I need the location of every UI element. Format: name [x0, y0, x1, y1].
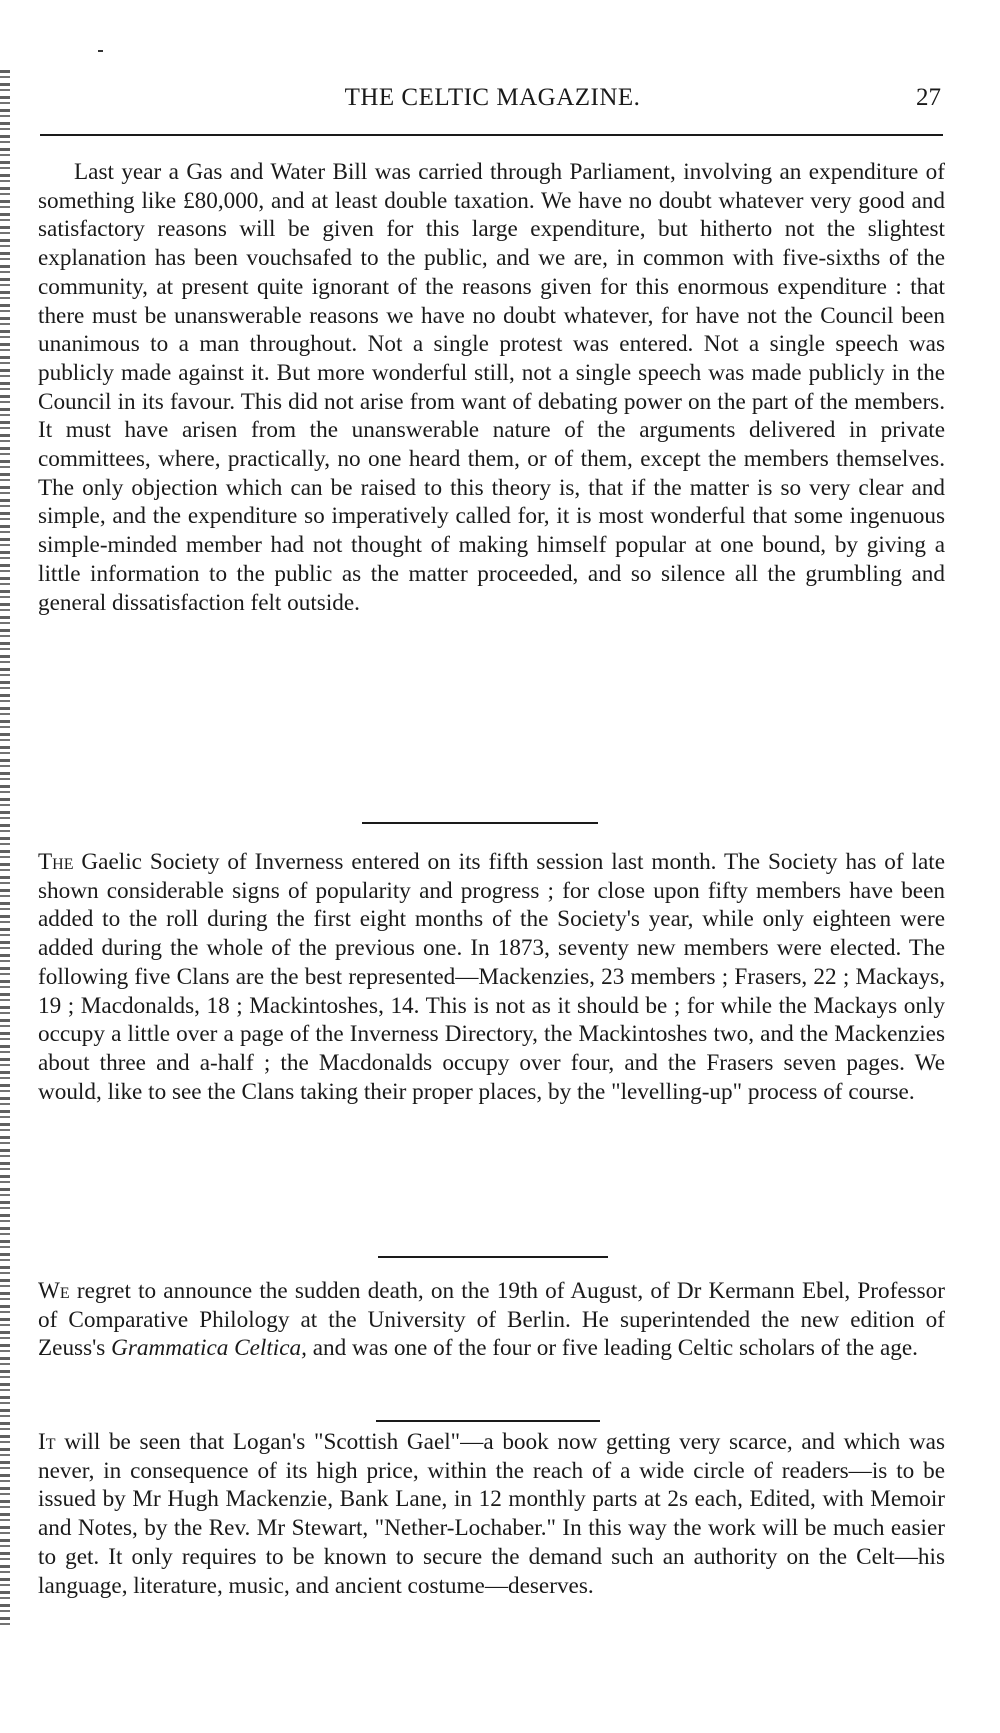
- running-title: THE CELTIC MAGAZINE.: [344, 84, 641, 111]
- paragraph-text: regret to announce the sudden death, on the 19th of August, of Dr Kermann Ebel, Professor of Comparative Philology at the University of Berlin. He superintended the new edition of Zeuss's: [38, 1278, 945, 1362]
- section-separator: [376, 1420, 600, 1422]
- paragraph-lead-word: The: [38, 849, 74, 875]
- paragraph-ebel-obituary: [38, 1277, 945, 1363]
- paragraph-scottish-gael: [38, 1428, 945, 1600]
- page-number: 27: [916, 84, 941, 111]
- print-speck: [98, 50, 103, 52]
- paragraph-text-tail: and was one of the four or five leading Celtic scholars of the age.: [306, 1335, 918, 1362]
- paragraph-lead-word: It: [38, 1429, 56, 1455]
- binding-edge-shadow: [0, 70, 10, 1630]
- paragraph-text: will be seen that Logan's "Scottish Gael"—a book now getting very scarce, and which was never, in consequence of its high price, within the reach of a wide circle of readers—is to be issued by Mr Hugh Mackenzie, Bank Lane, in 12 monthly parts at 2s each, Edited, with Memoir and Notes, by the Rev. Mr Stewart, "Nether-Lochaber." In this way the work will be much easier to get. It only requires to be known to secure the demand such an authority on the Celt—his language, literature, music, and ancient costume—deserves.: [38, 1429, 945, 1599]
- paragraph-gas-water-bill: [38, 158, 945, 617]
- section-separator: [362, 822, 598, 824]
- page-header: [40, 84, 945, 124]
- paragraph-lead-word: We: [38, 1278, 70, 1304]
- header-rule: [40, 134, 943, 136]
- paragraph-gaelic-society: [38, 848, 945, 1106]
- book-title-italic: Grammatica Celtica,: [111, 1335, 307, 1362]
- paragraph-text: Gaelic Society of Inverness entered on its fifth session last month. The Society has of late shown considerable signs of popularity and progress ; for close upon fifty members have been added to the roll during the first eight months of the Society's year, while only eighteen were added during the whole of the previous one. In 1873, seventy new members were elected. The following five Clans are the best represented—Mackenzies, 23 members ; Frasers, 22 ; Mackays, 19 ; Macdonalds, 18 ; Mackintoshes, 14. This is not as it should be ; for while the Mackays only occupy a little over a page of the Inverness Directory, the Mackintoshes two, and the Mackenzies about three and a-half ; the Macdonalds occupy over four, and the Frasers seven pages. We would, like to see the Clans taking their proper places, by the "levelling-up" process of course.: [38, 849, 945, 1105]
- paragraph-text: Last year a Gas and Water Bill was carried through Parliament, involving an expenditure of something like £80,000, and at least double taxation. We have no doubt whatever very good and satisfactory reasons will be given for this large expenditure, but hitherto not the slightest explanation has been vouchsafed to the public, and we are, in common with five-sixths of the community, at present quite ignorant of the reasons given for this enormous expenditure : that there must be unanswerable reasons we have no doubt whatever, for have not the Council been unanimous to a man throughout. Not a single protest was entered. Not a single speech was publicly made against it. But more wonderful still, not a single speech was made publicly in the Council in its favour. This did not arise from want of debating power on the part of the members. It must have arisen from the unanswerable nature of the arguments delivered in private committees, where, practically, no one heard them, or of them, except the members themselves. The only objection which can be raised to this theory is, that if the matter is so very clear and simple, and the expenditure so imperatively called for, it is most wonderful that some ingenuous simple-minded member had not thought of making himself popular at one bound, by giving a little information to the public as the matter proceeded, and so silence all the grumbling and general dissatisfaction felt outside.: [38, 159, 945, 616]
- section-separator: [378, 1256, 608, 1258]
